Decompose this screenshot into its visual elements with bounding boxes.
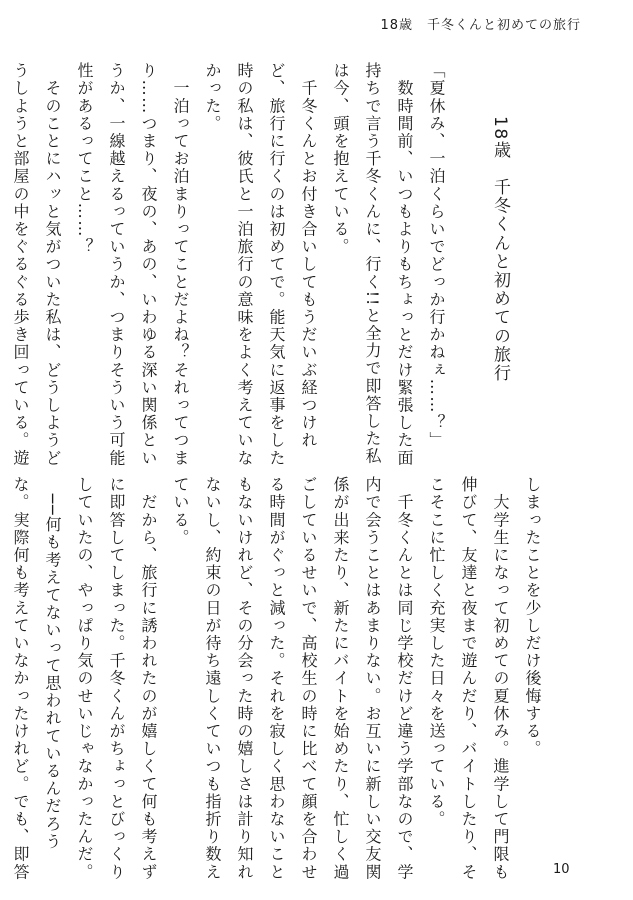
body-line: うしようと部屋の中をぐるぐる歩き回っている。遊 bbox=[11, 62, 30, 467]
body-line: 係が出来たり、新たにバイトを始めたり、忙しく過 bbox=[331, 476, 350, 881]
chapter-title: 18歳 千冬くんと初めての旅行 bbox=[490, 116, 510, 383]
body-line: 一泊ってお泊まりってことだよね？それってつま bbox=[171, 62, 190, 467]
body-line: うか、一線越えるっていうか、つまりそういう可能 bbox=[107, 62, 126, 467]
body-line bbox=[0, 62, 4, 457]
body-line: り……つまり、夜の、あの、いわゆる深い関係とい bbox=[139, 62, 158, 467]
body-line: ──何も考えてないって思われているんだろう bbox=[43, 476, 62, 851]
body-line: 千冬くんとお付き合いしてもうだいぶ経つけれ bbox=[299, 62, 318, 450]
body-line: ごしているせいで、高校生の時に比べて顔を合わせ bbox=[299, 476, 318, 881]
body-line: ている。 bbox=[171, 476, 190, 547]
body-line: 伸びて、友達と夜まで遊んだり、バイトしたり、そ bbox=[459, 476, 478, 881]
upper-text-block bbox=[0, 62, 548, 467]
body-line: そのことにハッと気がついた私は、どうしようど bbox=[43, 62, 62, 467]
body-line: な。実際何も考えていなかったけれど。でも、即答 bbox=[11, 476, 30, 881]
body-line: 「夏休み、一泊くらいでどっか行かねぇ……？」 bbox=[427, 62, 446, 450]
body-line: ど、旅行に行くのは初めてで。能天気に返事をした bbox=[267, 62, 286, 467]
body-line: 内で会うことはあまりない。お互いに新しい交友関 bbox=[363, 476, 382, 881]
body-line bbox=[0, 476, 4, 871]
body-line: ないし、約束の日が待ち遠しくていつも指折り数え bbox=[203, 476, 222, 881]
body-line: だから、旅行に誘われたのが嬉しくて何も考えず bbox=[139, 476, 158, 881]
body-line: 持ちで言う千冬くんに、行く!!と全力で即答した私 bbox=[363, 62, 382, 466]
title-leading-space bbox=[516, 62, 548, 457]
body-line: していたの、やっぱり気のせいじゃなかったんだ。 bbox=[75, 476, 94, 881]
body-line: 大学生になって初めての夏休み。進学して門限も bbox=[491, 476, 510, 881]
body-line: に即答してしまった。千冬くんがちょっとびっくり bbox=[107, 476, 126, 881]
body-line: 性があるってこと……？ bbox=[75, 62, 94, 256]
running-header: 18歳 千冬くんと初めての旅行 bbox=[380, 18, 581, 33]
body-line: 数時間前、いつもよりもちょっとだけ緊張した面 bbox=[395, 62, 414, 467]
page-number: 10 bbox=[553, 862, 570, 877]
title-trailing-space bbox=[452, 62, 484, 457]
body-line: しまったことを少しだけ後悔する。 bbox=[523, 476, 542, 758]
lower-text-block bbox=[0, 476, 548, 881]
body-line: る時間がぐっと減った。それを寂しく思わないこと bbox=[267, 476, 286, 881]
body-line: かった。 bbox=[203, 62, 222, 133]
body-line: は今、頭を抱えている。 bbox=[331, 62, 350, 256]
body-line: もないけれど、その分会った時の嬉しさは計り知れ bbox=[235, 476, 254, 881]
body-line: 千冬くんとは同じ学校だけど違う学部なので、学 bbox=[395, 476, 414, 881]
body-line: 時の私は、彼氏と一泊旅行の意味をよく考えていな bbox=[235, 62, 254, 467]
body-line: こそこに忙しく充実した日々を送っている。 bbox=[427, 476, 446, 828]
